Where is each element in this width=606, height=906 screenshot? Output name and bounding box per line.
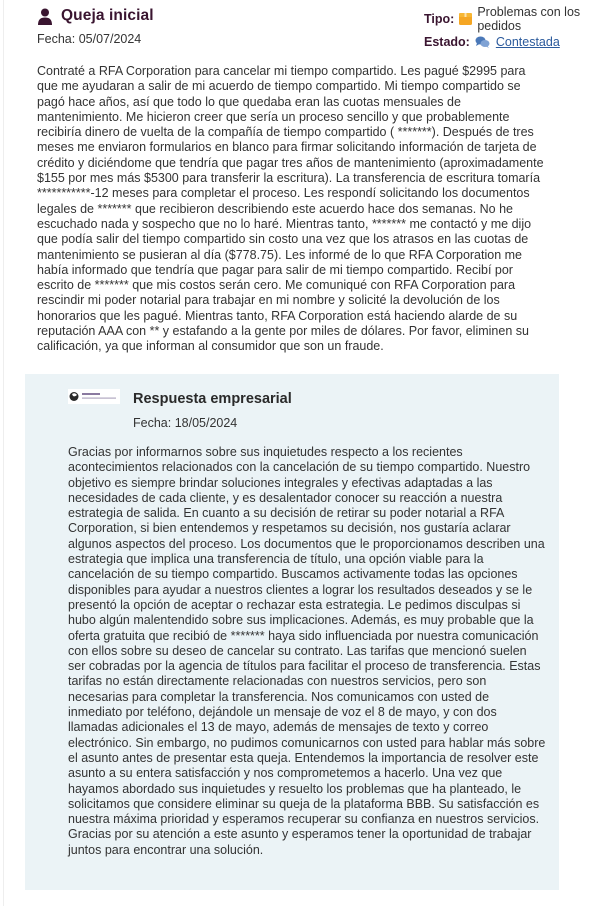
status-link[interactable]: Contestada: [495, 35, 560, 49]
complaint-type: [424, 5, 606, 33]
complaint-date-label: Fecha:: [37, 32, 76, 46]
complaint-title: Queja inicial: [61, 7, 154, 24]
business-logo: [68, 389, 120, 404]
response-title: Respuesta empresarial: [133, 391, 292, 407]
status-label: Estado:: [424, 35, 470, 49]
response-date-value: 18/05/2024: [174, 416, 238, 430]
person-icon: [37, 8, 53, 25]
package-icon: [459, 13, 472, 25]
response-body-text: Gracias por informarnos sobre sus inquietudes respecto a los recientes acontecimientos relacionados con la cancelación de su tiempo compartido. Nuestro objetivo es siempre brindar soluciones integrales y efectivas adaptadas a las necesidades de cada cliente, y es desalentador conocer su reacción a nuestra estrategia de salida. En cuanto a su decisión de retirar su poder notarial a RFA Corporation, si bien entendemos y respetamos su decisión, nos gustaría aclarar algunos aspectos del proceso. Los documentos que le proporcionamos describen una estrategia que implica una transferencia de título, una opción viable para la cancelación de su tiempo compartido. Buscamos activamente todas las opciones disponibles para ayudar a nuestros clientes a lograr los resultados deseados y se le presentó la opción de aceptar o rechazar esta estrategia. Le pedimos disculpas si hubo algún malentendido sobre sus implicaciones. Además, es muy probable que la oferta gratuita que recibió de ******* haya sido influenciada por nuestra comunicación con ellos sobre su deseo de cancelar su contrato. Las tarifas que mencionó suelen ser cobradas por la agencia de títulos para facilitar el proceso de transferencia. Estas tarifas no están directamente relacionadas con nuestros servicios, pero son necesarias para completar la transferencia. Nos comunicamos con usted de inmediato por teléfono, dejándole un mensaje de voz el 8 de mayo, y con dos llamadas adicionales el 13 de mayo, además de mensajes de texto y correo electrónico. Sin embargo, no pudimos comunicarnos con usted para hablar más sobre el asunto antes de presentar esta queja. Entendemos la importancia de resolver este asunto a su entera satisfacción y nos comprometemos a hacerlo. Una vez que hayamos abordado sus inquietudes y resuelto los problemas que ha planteado, le solicitamos que considere eliminar su queja de la plataforma BBB. Su satisfacción es nuestra máxima prioridad y esperamos recuperar su confianza en nuestros servicios. Gracias por su atención a este asunto y esperamos tener la oportunidad de trabajar juntos para encontrar una solución.: [68, 445, 546, 857]
response-date-label: Fecha:: [133, 416, 172, 430]
type-value: Problemas con los pedidos: [477, 5, 581, 33]
complaint-body-text: Contraté a RFA Corporation para cancelar mi tiempo compartido. Les pagué $2995 para que me ayudaran a salir de mi acuerdo de tiempo compartido. Mi tiempo compartido se pagó hace años, así que todo lo que quedaba eran las cuotas mensuales de mantenimiento. Me hicieron creer que sería un proceso sencillo y que probablemente recibiría dinero de vuelta de la compañía de tiempo compartido ( *******). Después de tres meses me enviaron formularios en blanco para firmar solicitando información de tarjeta de crédito y diciéndome que tendría que pagar tres años de mantenimiento (aproximadamente $155 por mes más $5300 para transferir la escritura). La transferencia de escritura tomaría ***********-12 meses para completar el proceso. Les respondí solicitando los documentos legales de ******* que recibieron describiendo este acuerdo hace dos semanas. No he escuchado nada y sospecho que no lo haré. Mientras tanto, ******* me contactó y me dijo que podía salir del tiempo compartido sin costo una vez que los atrasos en las cuotas de mantenimiento se pusieran al día ($778.75). Les informé de lo que RFA Corporation me había informado que tendría que pagar para salir de mi tiempo compartido. Recibí por escrito de ******* que mis costos serán cero. Me comuniqué con RFA Corporation para rescindir mi poder notarial para trabajar en mi nombre y solicité la devolución de los honorarios que les pagué. Mientras tanto, RFA Corporation está haciendo alarde de su reputación AAA con ** y estafando a la gente por miles de dólares. Por favor, eliminen su calificación, ya que informan al consumidor que son un fraude.: [37, 64, 544, 354]
complaint-date: [37, 32, 141, 46]
business-response-panel: [25, 374, 559, 890]
response-date: [133, 416, 237, 430]
complaint-status: [424, 33, 606, 51]
complaint-header: [37, 6, 606, 50]
complaint-date-value: 05/07/2024: [78, 32, 142, 46]
left-border: [3, 0, 4, 906]
complaint-meta: [424, 5, 606, 56]
chat-bubbles-icon: [475, 36, 490, 48]
type-label: Tipo:: [424, 12, 455, 26]
